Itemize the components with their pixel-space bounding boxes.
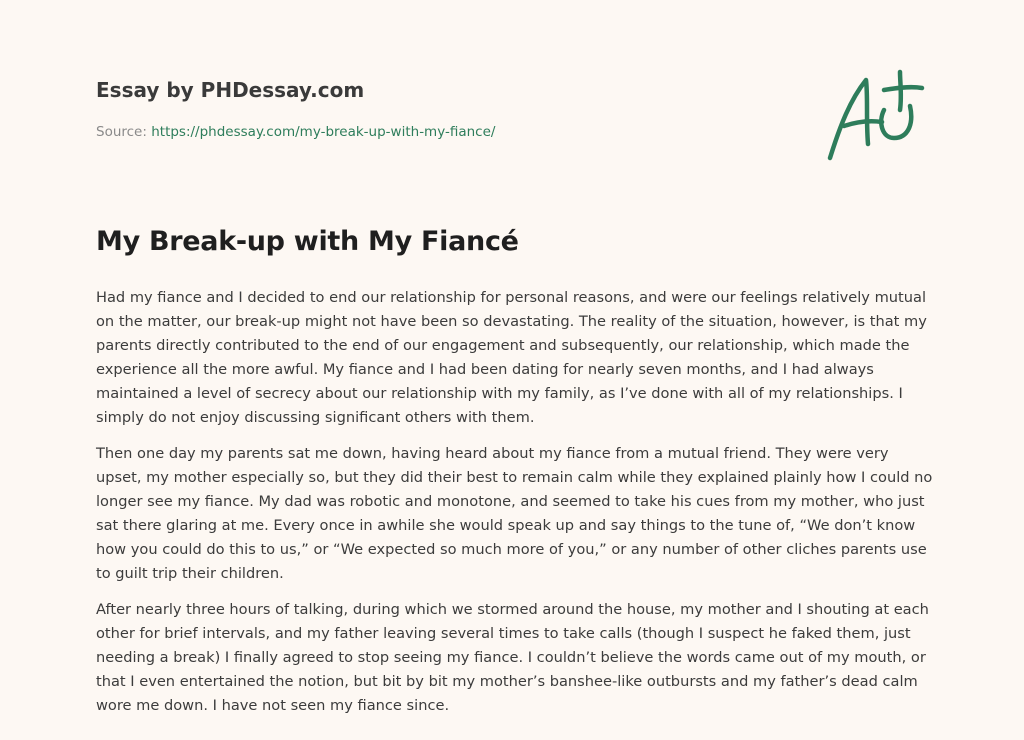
site-brand: Essay by PHDessay.com: [96, 78, 365, 102]
a-plus-logo-icon: [822, 66, 932, 166]
essay-paragraph-1: Had my fiance and I decided to end our relationship for personal reasons, and were our feelings relatively mutual on the matter, our break-up might not have been so devastating. The reality of the situation, however, is that my parents directly contributed to the end of our engagement and subsequently, our relationship, which made the experience all the more awful. My fiance and I had been dating for nearly seven months, and I had always maintained a level of secrecy about our relationship with my family, as I’ve done with all of my relationships. I simply do not enjoy discussing significant others with them.: [96, 289, 927, 426]
source-link[interactable]: https://phdessay.com/my-break-up-with-my-fiance/: [151, 124, 496, 140]
source-label: Source:: [96, 124, 152, 140]
source-line: [96, 122, 696, 142]
page-header: [96, 76, 696, 142]
essay-paragraph-3: After nearly three hours of talking, during which we stormed around the house, my mother and I shouting at each other for brief intervals, and my father leaving several times to take calls (though I suspect he faked them, just needing a break) I finally agreed to stop seeing my fiance. I couldn’t believe the words came out of my mouth, or that I even entertained the notion, but bit by bit my mother’s banshee-like outbursts and my father’s dead calm wore me down. I have not seen my fiance since.: [96, 601, 929, 714]
essay-body: [96, 286, 938, 730]
essay-title: My Break-up with My Fiancé: [96, 226, 519, 257]
essay-paragraph-2: Then one day my parents sat me down, having heard about my fiance from a mutual friend. They were very upset, my mother especially so, but they did their best to remain calm while they explained plainly how I could no longer see my fiance. My dad was robotic and monotone, and seemed to take his cues from my mother, who just sat there glaring at me. Every once in awhile she would speak up and say things to the tune of, “We don’t know how you could do this to us,” or “We expected so much more of you,” or any number of other cliches parents use to guilt trip their children.: [96, 445, 933, 582]
